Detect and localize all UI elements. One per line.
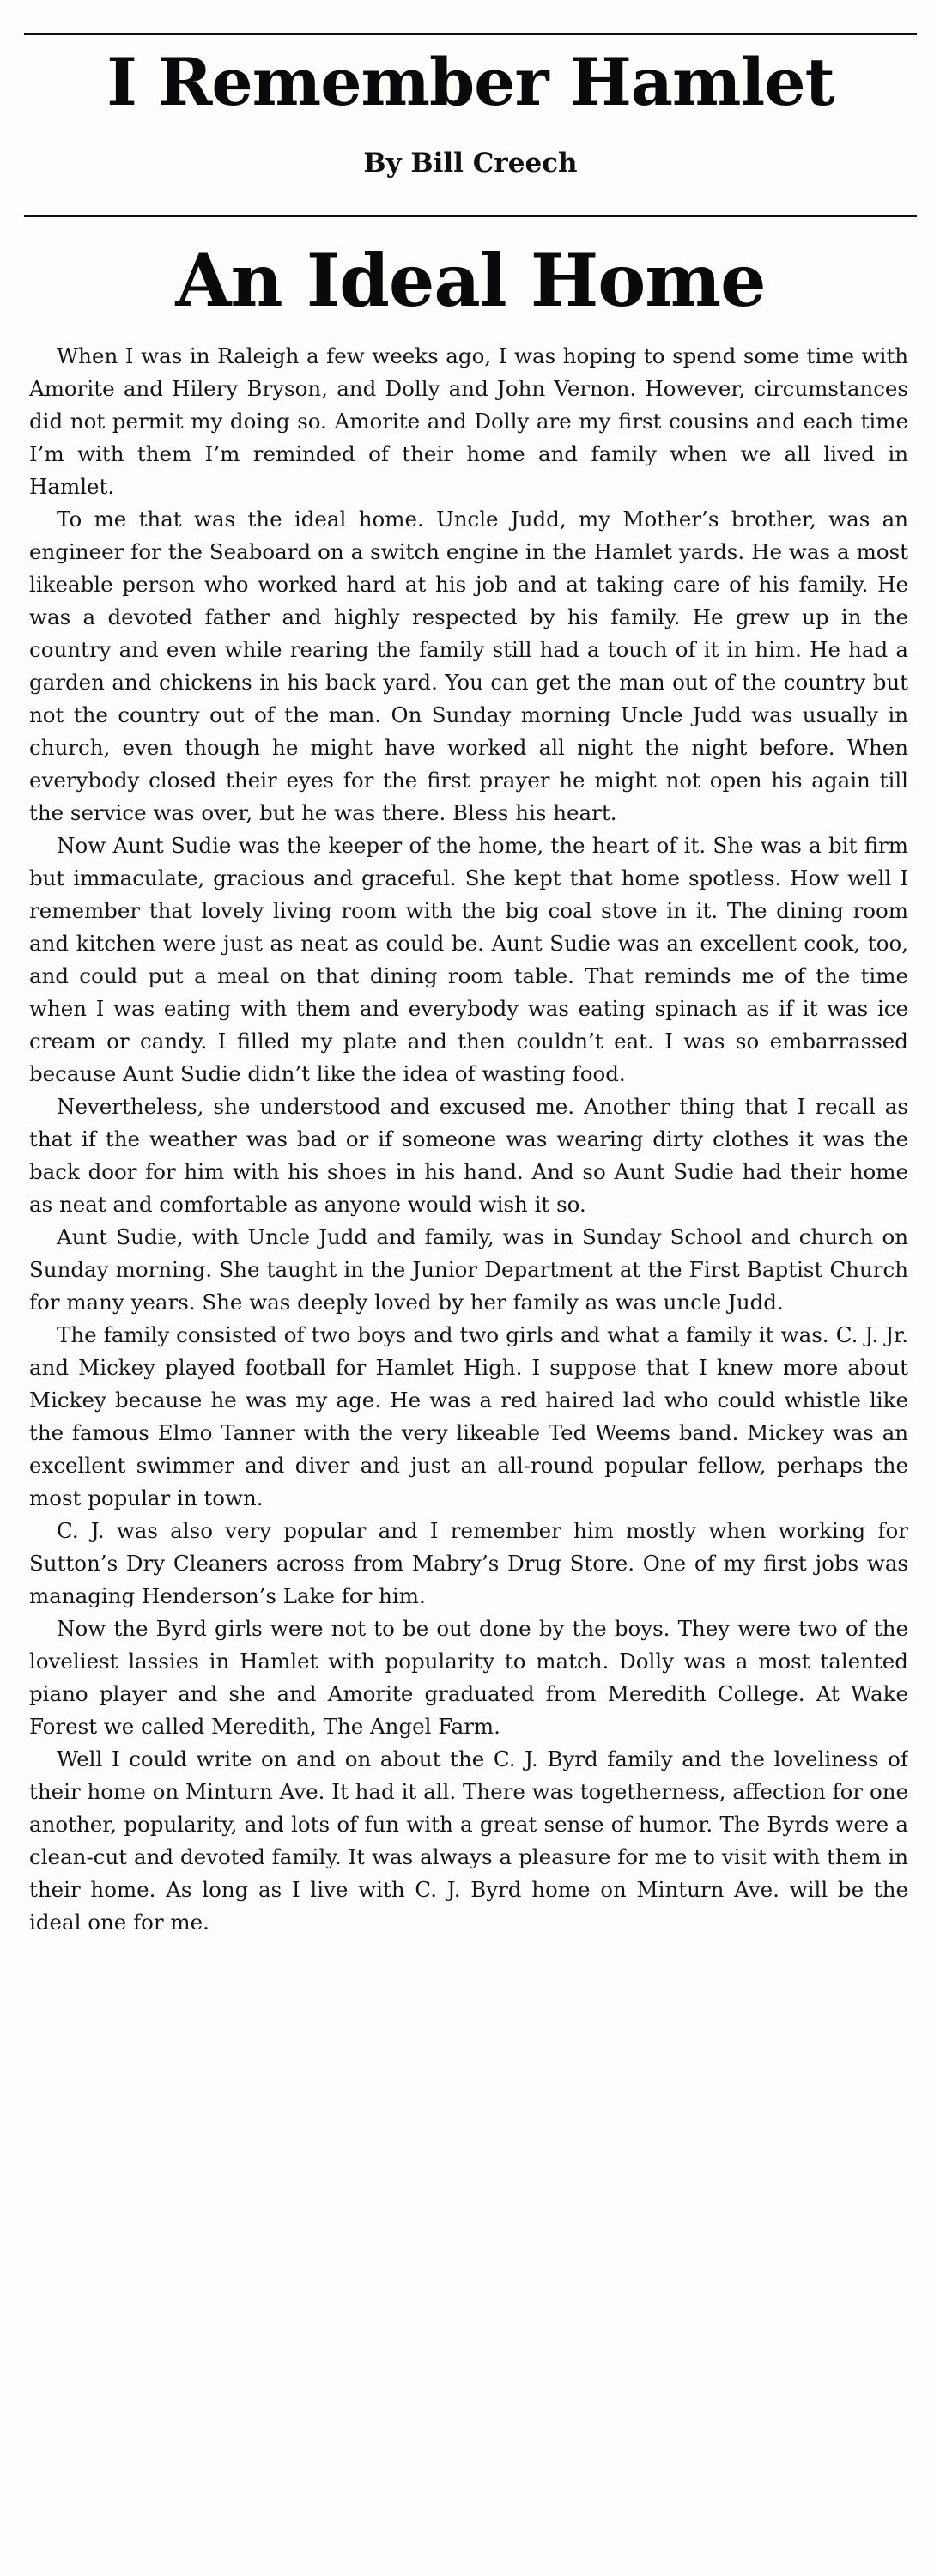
article-paragraph: Well I could write on and on about the C. J. Byrd family and the loveliness of their home on Minturn Ave. It had it all. There was togetherness, affection for one another, popularity, and lots of fun with a great sense of humor. The Byrds were a clean-cut and devoted family. It was always a pleasure for me to visit with them in their home. As long as I live with C. J. Byrd home on Minturn Ave. will be the ideal one for me. [29,1747,908,1935]
article-paragraph: To me that was the ideal home. Uncle Judd, my Mother’s brother, was an engineer for the Seaboard on a switch engine in the Hamlet yards. He was a most likeable person who worked hard at his job and at taking care of his family. He was a devoted father and highly respected by his family. He grew up in the country and even while rearing the family still had a touch of it in him. He had a garden and chickens in his back yard. You can get the man out of the country but not the country out of the man. On Sunday morning Uncle Judd was usually in church, even though he might have worked all night the night before. When everybody closed their eyes for the first prayer he might not open his again till the service was over, but he was there. Bless his heart. [29,507,908,825]
top-rule [24,33,917,35]
article-paragraph: Now the Byrd girls were not to be out done by the boys. They were two of the loveliest lassies in Hamlet with popularity to match. Dolly was a most talented piano player and she and Amorite graduated from Meredith College. At Wake Forest we called Meredith, The Angel Farm. [29,1616,908,1739]
article-paragraph: When I was in Raleigh a few weeks ago, I was hoping to spend some time with Amorite and Hilery Bryson, and Dolly and John Vernon. However, circumstances did not permit my doing so. Amorite and Dolly are my first cousins and each time I’m with them I’m reminded of their home and family when we all lived in Hamlet. [29,343,908,499]
article-paragraph: The family consisted of two boys and two girls and what a family it was. C. J. Jr. and Mickey played football for Hamlet High. I suppose that I knew more about Mickey because he was my age. He was a red haired lad who could whistle like the famous Elmo Tanner with the very likeable Ted Weems band. Mickey was an excellent swimmer and diver and just an all-round popular fellow, perhaps the most popular in town. [29,1322,908,1510]
article-paragraph: C. J. was also very popular and I remember him mostly when working for Sutton’s Dry Cleaners across from Mabry’s Drug Store. One of my first jobs was managing Henderson’s Lake for him. [29,1518,908,1608]
article-headline: An Ideal Home [175,238,766,323]
article-paragraph: Now Aunt Sudie was the keeper of the home, the heart of it. She was a bit firm but immaculate, gracious and graceful. She kept that home spotless. How well I remember that lovely living room with the big coal stove in it. The dining room and kitchen were just as neat as could be. Aunt Sudie was an excellent cook, too, and could put a meal on that dining room table. That reminds me of the time when I was eating with them and everybody was eating spinach as if it was ice cream or candy. I filled my plate and then couldn’t eat. I was so embarrassed because Aunt Sudie didn’t like the idea of wasting food. [29,833,908,1086]
column-title: I Remember Hamlet [106,44,834,120]
section-rule [24,215,917,217]
article-body [29,340,908,2564]
article-paragraph: Aunt Sudie, with Uncle Judd and family, was in Sunday School and church on Sunday morning. She taught in the Junior Department at the First Baptist Church for many years. She was deeply loved by her family as was uncle Judd. [29,1224,908,1315]
byline: By Bill Creech [363,148,578,179]
article-paragraph: Nevertheless, she understood and excused me. Another thing that I recall as that if the weather was bad or if someone was wearing dirty clothes it was the back door for him with his shoes in his hand. And so Aunt Sudie had their home as neat and comfortable as anyone would wish it so. [29,1094,908,1217]
